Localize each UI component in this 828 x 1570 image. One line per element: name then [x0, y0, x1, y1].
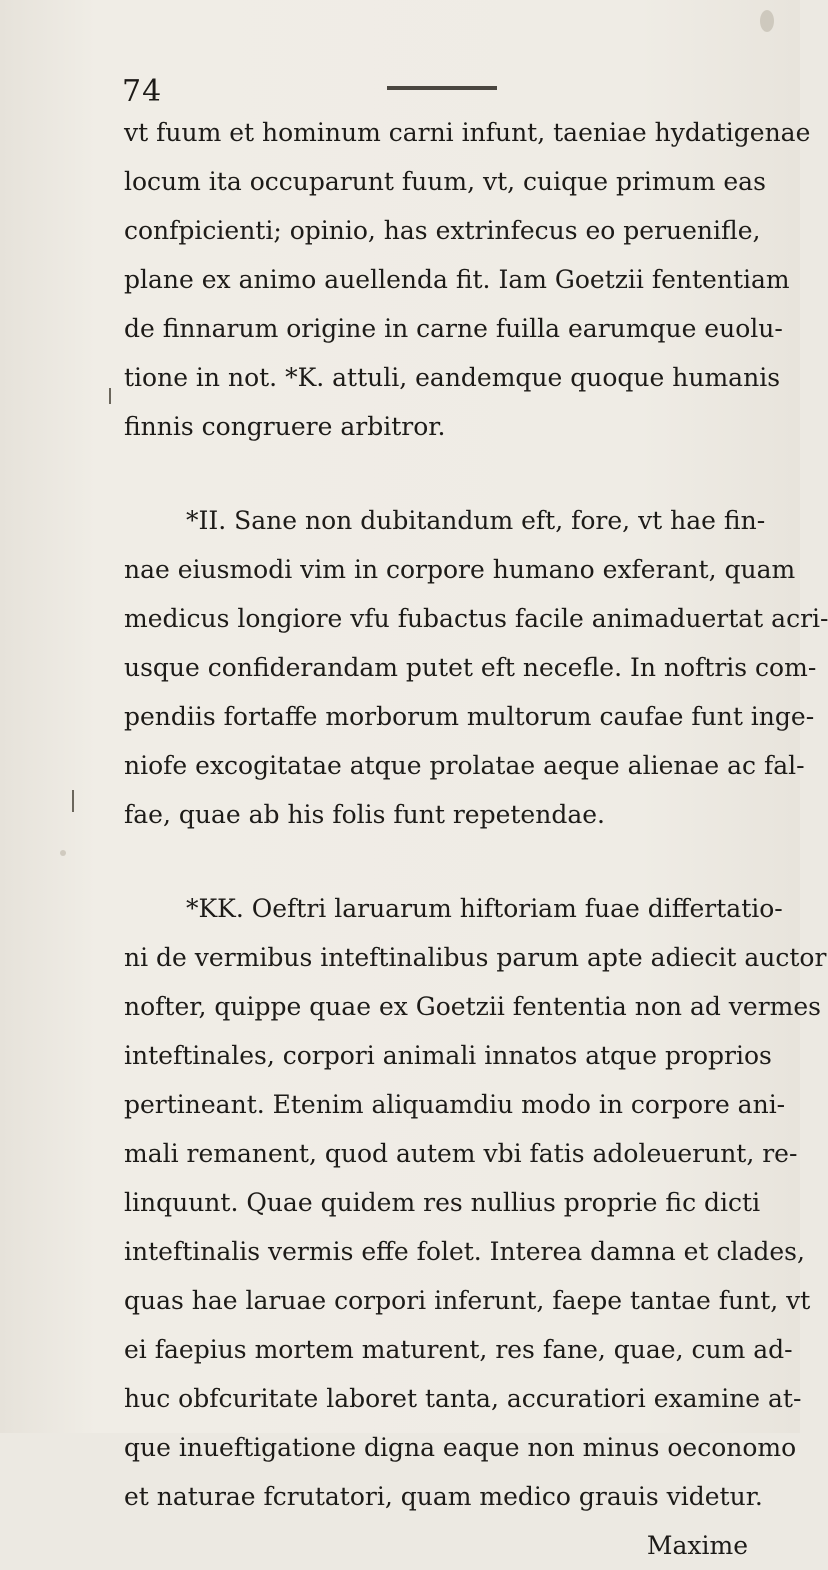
paragraph	[124, 884, 827, 1521]
text-line: nofter, quippe quae ex Goetzii fententia non ad vermes	[124, 992, 821, 1021]
text-line: locum ita occuparunt fuum, vt, cuique primum eas	[124, 167, 766, 196]
text-line: *II. Sane non dubitandum eft, fore, vt hae fin-	[186, 506, 766, 535]
text-line: finnis congruere arbitror.	[124, 412, 446, 441]
header-rule	[387, 86, 497, 90]
paragraph	[124, 108, 811, 451]
text-line: pertineant. Etenim aliquamdiu modo in corpore ani-	[124, 1090, 786, 1119]
text-line: pendiis fortaffe morborum multorum caufae funt inge-	[124, 702, 815, 731]
paragraph	[124, 496, 828, 839]
text-line: ei faepius mortem maturent, res fane, quae, cum ad-	[124, 1335, 793, 1364]
text-line: quas hae laruae corpori inferunt, faepe tantae funt, vt	[124, 1286, 811, 1315]
text-line: fae, quae ab his folis funt repetendae.	[124, 800, 605, 829]
text-line: inteftinales, corpori animali innatos atque proprios	[124, 1041, 772, 1070]
text-line: confpicienti; opinio, has extrinfecus eo peruenifle,	[124, 216, 761, 245]
text-line: que inueftigatione digna eaque non minus oeconomo	[124, 1433, 797, 1462]
text-line: *KK. Oeftri laruarum hiftoriam fuae differtatio-	[186, 894, 783, 923]
text-line: plane ex animo auellenda fit. Iam Goetzii fententiam	[124, 265, 790, 294]
page-header	[122, 70, 682, 110]
text-line: vt fuum et hominum carni infunt, taeniae hydatigenae	[124, 118, 811, 147]
text-line: medicus longiore vfu fubactus facile animaduertat acri-	[124, 604, 828, 633]
text-line: usque confiderandam putet eft necefle. In noftris com-	[124, 653, 817, 682]
margin-mark	[72, 790, 74, 812]
body-text	[124, 108, 828, 1570]
text-line: niofe excogitatae atque prolatae aeque alienae ac fal-	[124, 751, 805, 780]
text-line: linquunt. Quae quidem res nullius proprie fic dicti	[124, 1188, 761, 1217]
catchword: Maxime	[646, 1531, 748, 1560]
text-line: de finnarum origine in carne fuilla earumque euolu-	[124, 314, 783, 343]
text-line: et naturae fcrutatori, quam medico grauis videtur.	[124, 1482, 763, 1511]
page-number: 74	[122, 74, 163, 109]
page-blemish	[760, 10, 774, 32]
text-line: mali remanent, quod autem vbi fatis adoleuerunt, re-	[124, 1139, 798, 1168]
page-blemish	[60, 850, 66, 856]
text-line: inteftinalis vermis effe folet. Interea damna et clades,	[124, 1237, 805, 1266]
text-line: ni de vermibus inteftinalibus parum apte adiecit auctor	[124, 943, 827, 972]
text-line: nae eiusmodi vim in corpore humano exferant, quam	[124, 555, 796, 584]
text-line: tione in not. *K. attuli, eandemque quoque humanis	[124, 363, 781, 392]
margin-mark	[109, 388, 111, 404]
text-line: huc obfcuritate laboret tanta, accuratiori examine at-	[124, 1384, 802, 1413]
